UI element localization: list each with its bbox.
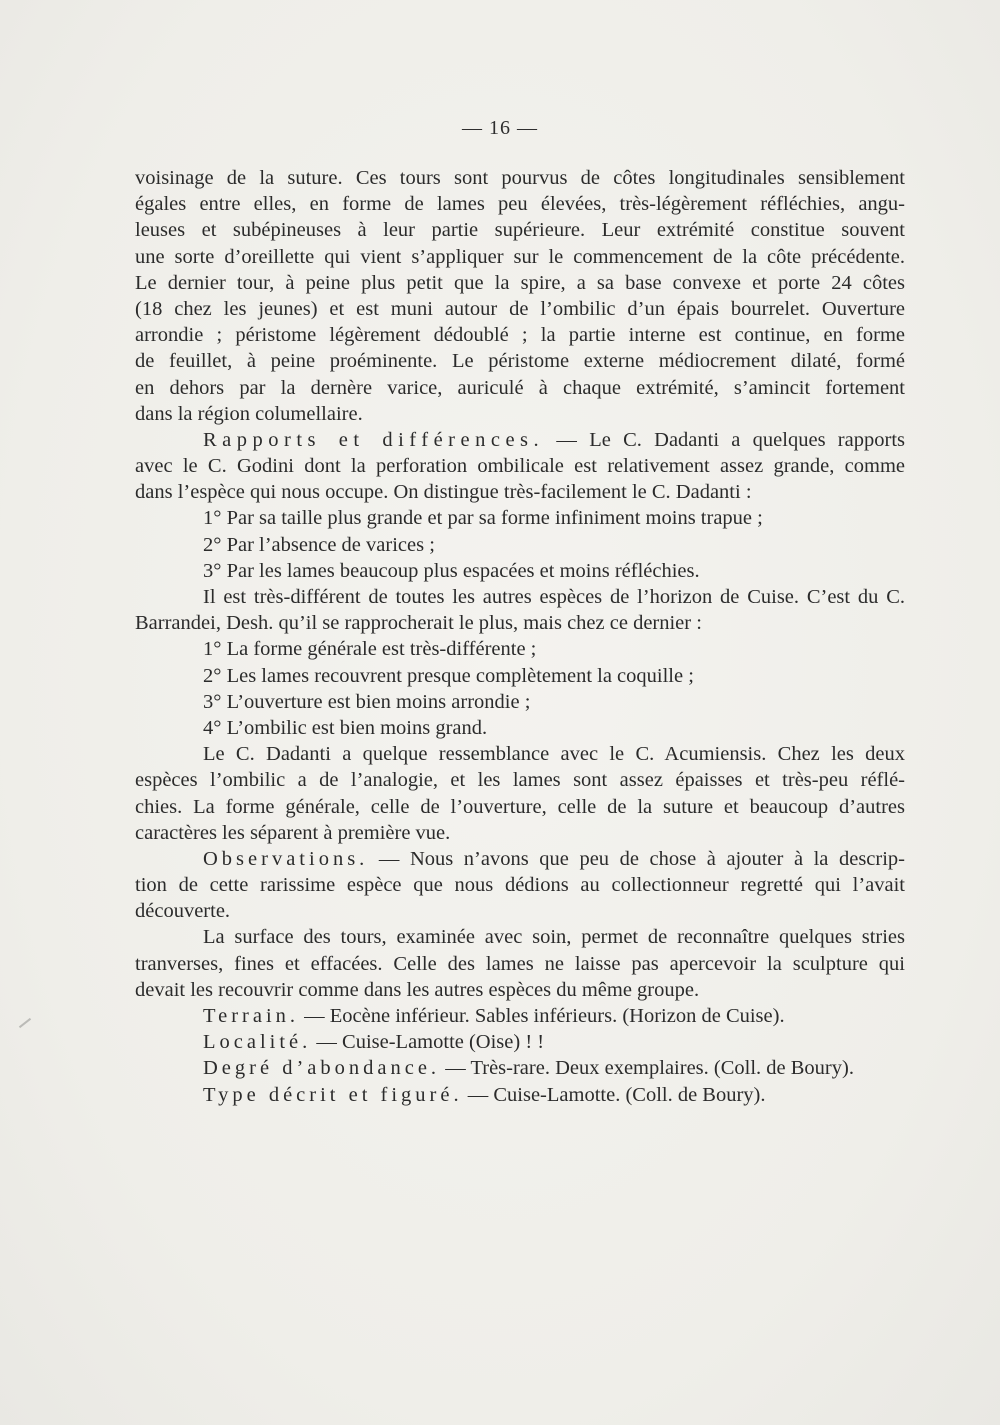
text-run: — Eocène inférieur. Sables inférieurs. (Horizon de Cuise). bbox=[299, 1005, 785, 1027]
text-line: voisinage de la suture. Ces tours sont pourvus de côtes longitudinales sensiblement bbox=[135, 167, 905, 189]
text-line: caractères les séparent à première vue. bbox=[135, 821, 451, 844]
scan-speck bbox=[19, 1018, 31, 1028]
section-rapports bbox=[135, 427, 905, 453]
section-heading-abondance: Degré d’abondance. bbox=[203, 1057, 441, 1080]
section-terrain bbox=[135, 1003, 905, 1029]
section-observations bbox=[135, 846, 905, 872]
text-line: espèces l’ombilic a de l’analogie, et les lames sont assez épaisses et très-peu réflé- bbox=[135, 769, 905, 792]
section-heading-observations: Observations. bbox=[203, 847, 369, 870]
section-localite bbox=[135, 1029, 905, 1055]
text-line: égales entre elles, en forme de lames peu élevées, très-légèrement réfléchies, angu- bbox=[135, 193, 905, 216]
text-run: — Le C. Dadanti a quelques rapports bbox=[544, 428, 905, 451]
text-line: arrondie ; péristome légèrement dédoublé ; la partie interne est continue, en forme bbox=[135, 324, 905, 347]
list-item: 3° L’ouverture est bien moins arrondie ; bbox=[203, 690, 531, 713]
list-item: 3° Par les lames beaucoup plus espacées et moins réfléchies. bbox=[203, 559, 700, 582]
text-line: chies. La forme générale, celle de l’ouverture, celle de la suture et beaucoup d’autres bbox=[135, 795, 905, 818]
text-run: — Nous n’avons que peu de chose à ajouter à la descrip- bbox=[368, 847, 905, 870]
body-text bbox=[135, 165, 905, 1108]
text-line: de feuillet, à peine proéminente. Le péristome externe médiocrement dilaté, formé bbox=[135, 350, 905, 373]
text-line: tranverses, fines et effacées. Celle des lames ne laisse pas apercevoir la sculpture qui bbox=[135, 952, 905, 975]
text-line: Le C. Dadanti a quelque ressemblance avec le C. Acumiensis. Chez les deux bbox=[203, 743, 905, 766]
text-line: (18 chez les jeunes) et est muni autour de l’ombilic d’un épais bourrelet. Ouverture bbox=[135, 297, 905, 320]
text-line: devait les recouvrir comme dans les autres espèces du même groupe. bbox=[135, 978, 700, 1001]
section-abondance bbox=[135, 1055, 905, 1081]
list-item: 1° Par sa taille plus grande et par sa forme infiniment moins trapue ; bbox=[203, 507, 763, 530]
section-heading-terrain: Terrain. bbox=[203, 1005, 300, 1027]
text-line: Il est très-différent de toutes les autres espèces de l’horizon de Cuise. C’est du C. bbox=[203, 586, 905, 608]
text-line: découverte. bbox=[135, 900, 231, 923]
text-line: Le dernier tour, à peine plus petit que la spire, a sa base convexe et porte 24 côtes bbox=[135, 271, 905, 294]
text-line: une sorte d’oreillette qui vient s’appliquer sur le commencement de la côte précédente. bbox=[135, 245, 905, 268]
list-item: 1° La forme générale est très-différente ; bbox=[203, 638, 537, 661]
text-line: dans la région columellaire. bbox=[135, 402, 363, 425]
text-line: avec le C. Godini dont la perforation ombilicale est relativement assez grande, comme bbox=[135, 455, 905, 478]
text-line: La surface des tours, examinée avec soin, permet de reconnaître quelques stries bbox=[203, 926, 905, 949]
section-heading-localite: Localité. bbox=[203, 1031, 312, 1054]
text-run: — Cuise-Lamotte (Oise) ! ! bbox=[311, 1031, 545, 1054]
page-number: — 16 — bbox=[462, 117, 538, 139]
text-line: en dehors par la dernère varice, auriculé à chaque extrémité, s’amincit fortement bbox=[135, 376, 905, 399]
section-type bbox=[135, 1082, 905, 1108]
text-line: Barrandei, Desh. qu’il se rapprocherait le plus, mais chez ce dernier : bbox=[135, 612, 702, 635]
section-heading-rapports: Rapports et différences. bbox=[203, 428, 545, 451]
list-item: 2° Les lames recouvrent presque complètement la coquille ; bbox=[203, 664, 694, 687]
text-run: — Très-rare. Deux exemplaires. (Coll. de Boury). bbox=[440, 1057, 854, 1080]
text-run: — Cuise-Lamotte. (Coll. de Boury). bbox=[462, 1083, 766, 1106]
text-line: leuses et subépineuses à leur partie supérieure. Leur extrémité constitue souvent bbox=[135, 219, 905, 242]
list-item: 2° Par l’absence de varices ; bbox=[203, 533, 435, 556]
text-line: tion de cette rarissime espèce que nous dédions au collectionneur regretté qui l’avait bbox=[135, 874, 905, 897]
text-line: dans l’espèce qui nous occupe. On distingue très-facilement le C. Dadanti : bbox=[135, 481, 752, 504]
list-item: 4° L’ombilic est bien moins grand. bbox=[203, 716, 488, 739]
section-heading-type: Type décrit et figuré. bbox=[203, 1083, 463, 1106]
